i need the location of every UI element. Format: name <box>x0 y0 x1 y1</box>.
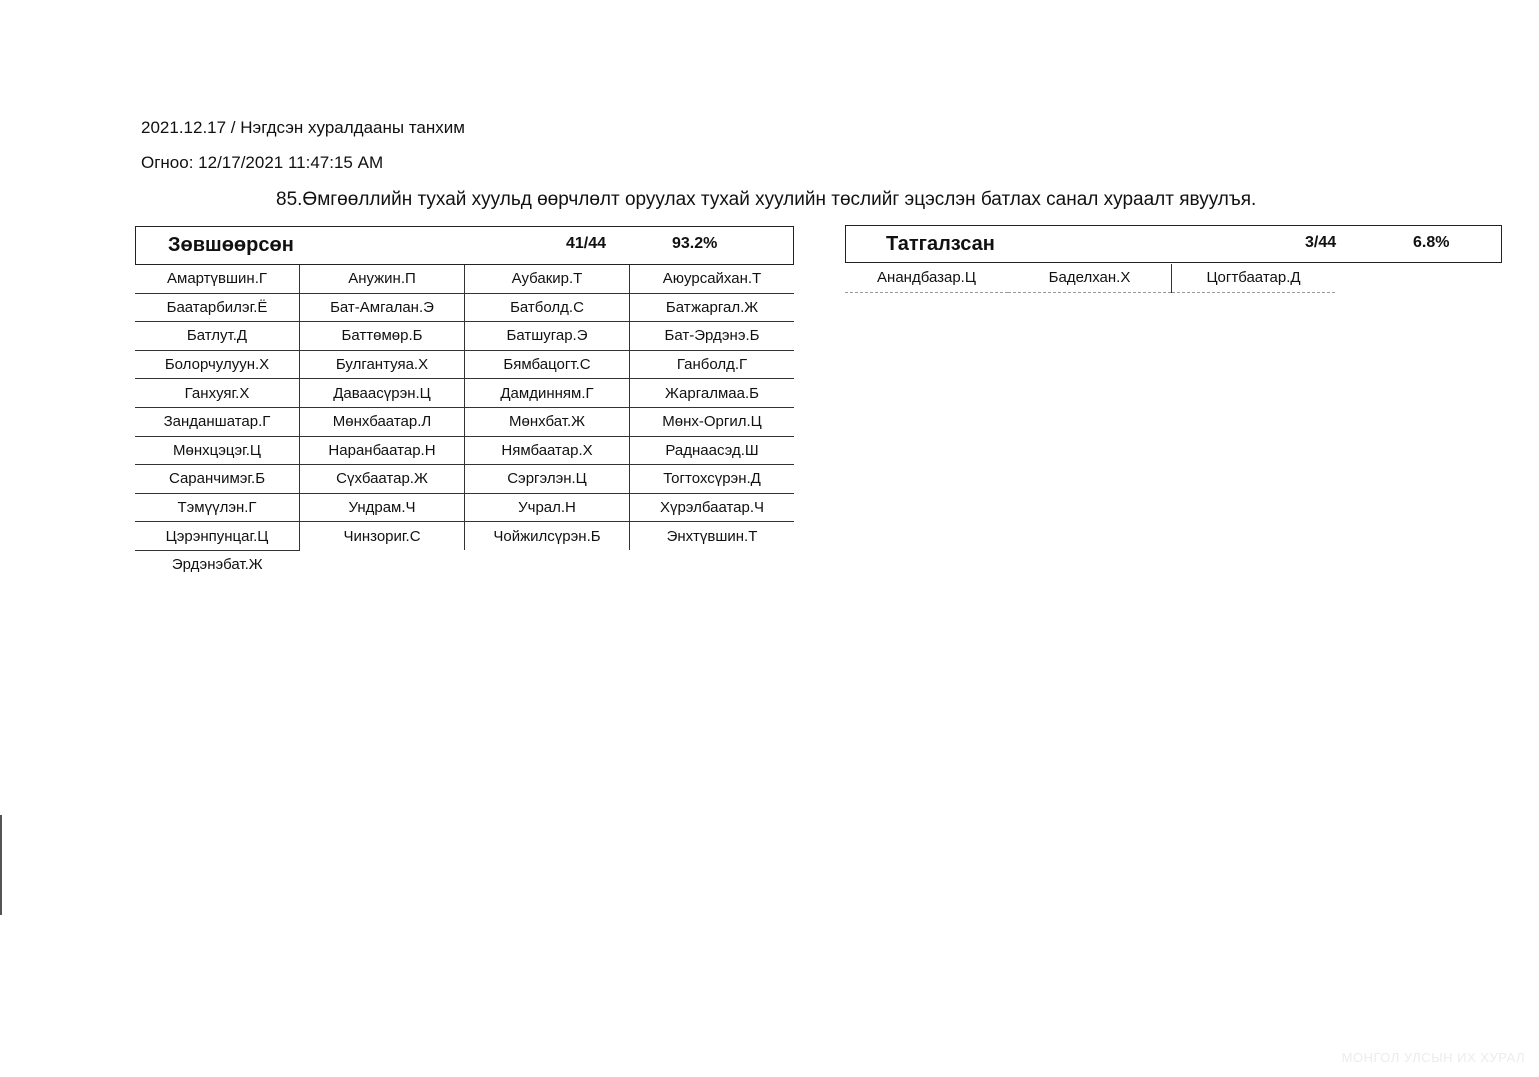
member-name: Тэмүүлэн.Г <box>135 493 300 522</box>
approve-summary <box>135 226 794 265</box>
member-name: Чойжилсүрэн.Б <box>465 522 630 551</box>
member-name: Аубакир.Т <box>465 265 630 293</box>
member-name: Батшугар.Э <box>465 322 630 351</box>
member-name: Цэрэнпунцаг.Ц <box>135 522 300 551</box>
member-name: Чинзориг.С <box>300 522 465 551</box>
member-name: Ундрам.Ч <box>300 493 465 522</box>
member-name: Энхтүвшин.Т <box>630 522 795 551</box>
approve-heading: Зөвшөөрсөн <box>168 234 294 256</box>
member-name: Наранбаатар.Н <box>300 436 465 465</box>
table-row <box>135 522 794 551</box>
approve-percent: 93.2% <box>672 235 718 252</box>
member-name: Аюурсайхан.Т <box>630 265 795 293</box>
member-name: Мөнх-Оргил.Ц <box>630 407 795 436</box>
approve-count: 41/44 <box>566 235 607 252</box>
member-name: Бат-Эрдэнэ.Б <box>630 322 795 351</box>
table-row <box>135 436 794 465</box>
member-name: Хүрэлбаатар.Ч <box>630 493 795 522</box>
member-name: Даваасүрэн.Ц <box>300 379 465 408</box>
member-name: Батлут.Д <box>135 322 300 351</box>
table-row <box>135 465 794 494</box>
table-row <box>135 379 794 408</box>
member-name: Ганхуяг.Х <box>135 379 300 408</box>
member-name: Баатарбилэг.Ё <box>135 293 300 322</box>
member-name: Нямбаатар.Х <box>465 436 630 465</box>
table-row <box>845 264 1335 292</box>
member-name: Анандбазар.Ц <box>845 264 1008 292</box>
table-row <box>135 350 794 379</box>
table-row <box>135 550 794 578</box>
reject-summary <box>845 225 1502 263</box>
member-name: Амартүвшин.Г <box>135 265 300 293</box>
member-name: Тогтохсүрэн.Д <box>630 465 795 494</box>
scan-margin-mark <box>0 815 2 915</box>
member-name: Мөнхбаатар.Л <box>300 407 465 436</box>
reject-percent: 6.8% <box>1413 234 1450 251</box>
member-name: Учрал.Н <box>465 493 630 522</box>
member-name: Ганболд.Г <box>630 350 795 379</box>
member-name: Мөнхбат.Ж <box>465 407 630 436</box>
motion-title: 85.Өмгөөллийн тухай хуульд өөрчлөлт оруулах тухай хуулийн төслийг эцэслэн батлах санал хураалт явуулъя. <box>276 189 1257 210</box>
member-name: Бямбацогт.С <box>465 350 630 379</box>
member-name: Занданшатар.Г <box>135 407 300 436</box>
reject-count: 3/44 <box>1305 234 1337 251</box>
member-name: Батболд.С <box>465 293 630 322</box>
member-name: Батжаргал.Ж <box>630 293 795 322</box>
table-row <box>135 407 794 436</box>
table-row <box>135 265 794 293</box>
table-row <box>135 293 794 322</box>
member-name: Булгантуяа.Х <box>300 350 465 379</box>
member-name: Дамдинням.Г <box>465 379 630 408</box>
table-row <box>135 493 794 522</box>
member-name: Мөнхцэцэг.Ц <box>135 436 300 465</box>
member-name: Эрдэнэбат.Ж <box>171 556 263 574</box>
vote-date: Огноо: 12/17/2021 11:47:15 AM <box>141 153 384 172</box>
member-name: Баделхан.Х <box>1008 264 1172 292</box>
member-name: Сүхбаатар.Ж <box>300 465 465 494</box>
watermark: МОНГОЛ УЛСЫН ИХ ХУРАЛ <box>1341 1050 1525 1065</box>
member-name: Анужин.П <box>300 265 465 293</box>
member-name: Болорчулуун.Х <box>135 350 300 379</box>
member-name: Сэргэлэн.Ц <box>465 465 630 494</box>
member-name: Раднаасэд.Ш <box>630 436 795 465</box>
member-name: Цогтбаатар.Д <box>1172 264 1336 292</box>
approve-names-table <box>135 265 794 579</box>
member-name: Бат-Амгалан.Э <box>300 293 465 322</box>
reject-heading: Татгалзсан <box>886 233 995 255</box>
member-name: Жаргалмаа.Б <box>630 379 795 408</box>
session-title: 2021.12.17 / Нэгдсэн хуралдааны танхим <box>141 118 465 137</box>
member-name: Саранчимэг.Б <box>135 465 300 494</box>
table-row <box>135 322 794 351</box>
reject-names-table <box>845 264 1335 293</box>
member-name: Баттөмөр.Б <box>300 322 465 351</box>
